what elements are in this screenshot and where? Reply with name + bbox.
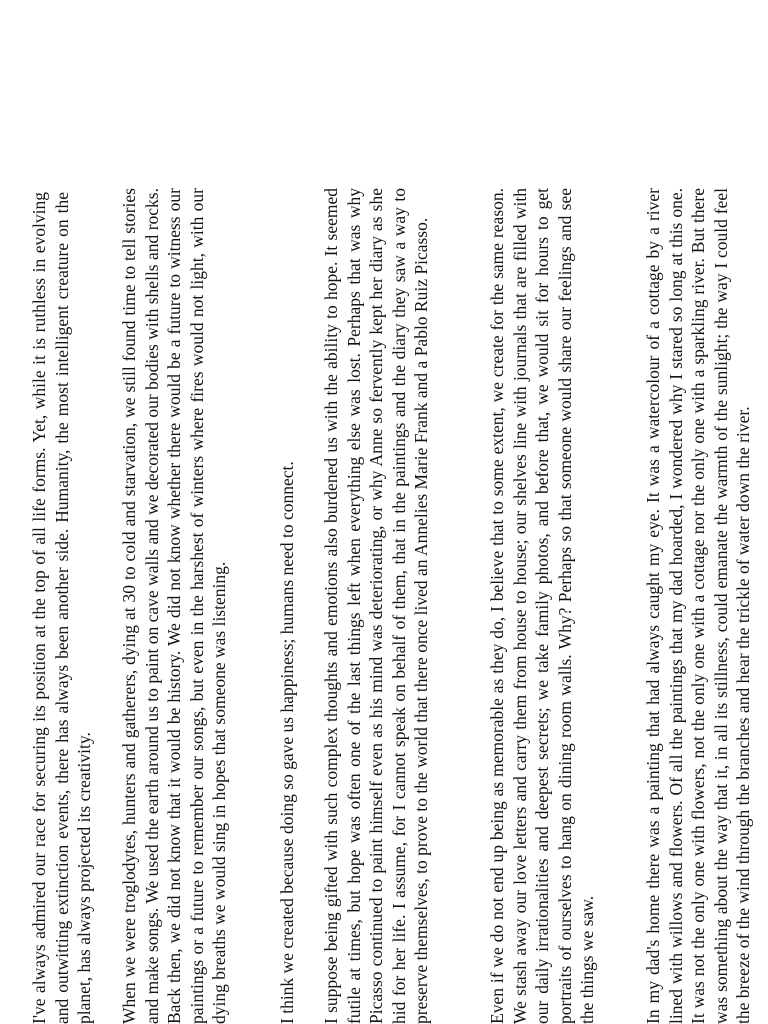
rotated-document-body [0, 124, 768, 1024]
paragraph-4: I suppose being gifted with such complex thoughts and emotions also burdened us with the ability to hope. It seemed futile at times, but hope was often one of the last things left when everything else was lost. Perhaps that was why Picasso continued to paint himself even as his mind was deteriorating, or why Anne so fervently kept her diary as she hid for her life. I assume, for I cannot speak on behalf of them, that in the paintings and the diary they saw a way to preserve themselves, to prove to the world that there once lived an Annelies Marie Frank and a Pablo Ruiz Picasso. [321, 188, 432, 1024]
paragraph-1: I've always admired our race for securing its position at the top of all life forms. Yet, while it is ruthless in evolving and outwitting extinction events, there has always been another side. Humanity, the most intelligent creature on the planet, has always projected its creativity. [29, 192, 95, 1024]
paragraph-5: Even if we do not end up being as memorable as they do, I believe that to some extent, we create for the same reason. We stash away our love letters and carry them from house to house; our shelves line with journals that are filled with our daily irrationalities and deepest secrets; we take family photos, and before that, we would sit for hours to get portraits of ourselves to hang on dining room walls. Why? Perhaps so that someone would share our feelings and see the things we saw. [487, 188, 598, 1024]
paragraph-6: In my dad's home there was a painting that had always caught my eye. It was a watercolour of a cottage by a river lined with willows and flowers. Of all the paintings that my dad hoarded, I wondered why I stared so long at this one. It was not the only one with flowers, not the only one with a cottage nor the only one with a sparkling river. But there was something about the way that it, in all its stillness, could emanate the warmth of the sunlight; the way I could feel the breeze of the wind through the branches and hear the trickle of water down the river. [643, 188, 754, 1024]
paragraph-3: I think we created because doing so gave us happiness; humans need to connect. [277, 461, 297, 1024]
paragraph-2: When we were troglodytes, hunters and gatherers, dying at 30 to cold and starvation, we still found time to tell stories and make songs. We used the earth around us to paint on cave walls and we decorated our bodies with shells and rocks. Back then, we did not know that it would be history. We did not know whether there would be a future to witness our paintings or a future to remember our songs, but even in the harshest of winters where fires would not light, with our dying breaths we would sing in hopes that someone was listening. [119, 188, 230, 1024]
